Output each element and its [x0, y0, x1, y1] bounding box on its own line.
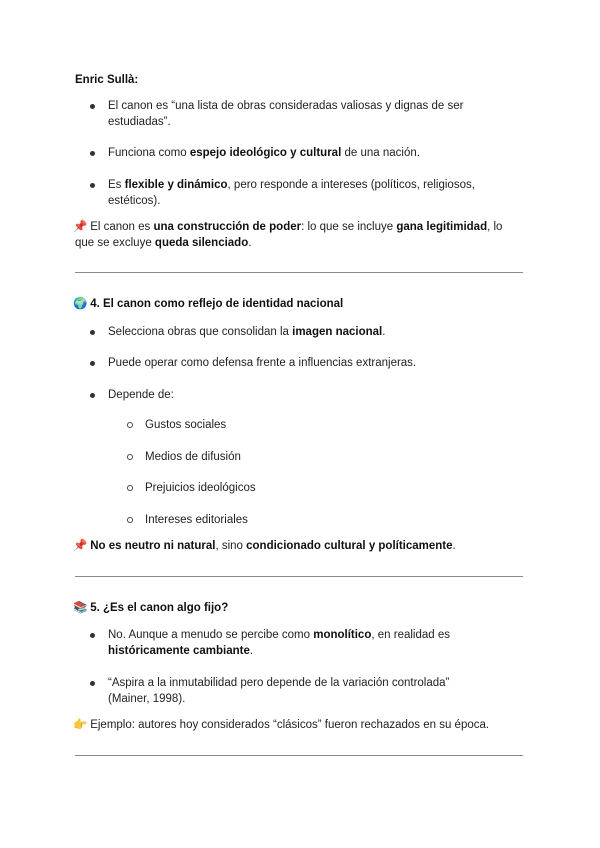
sub-bullet [127, 485, 133, 491]
bullet-text: Puede operar como defensa frente a influencias extranjeras. [108, 357, 417, 369]
sub-bullet-text: Gustos sociales [145, 419, 227, 431]
bullet [90, 361, 95, 366]
bullet-text: Es flexible y dinámico, pero responde a intereses (políticos, religiosos, [108, 179, 475, 191]
sub-bullet-text: Prejuicios ideológicos [145, 482, 256, 494]
sub-bullet [127, 422, 133, 428]
sub-bullet [127, 454, 133, 460]
sub-bullet [127, 517, 133, 523]
pointing-hand-icon: 👉 [73, 719, 88, 731]
bullet-text-cont: históricamente cambiante. [108, 645, 254, 657]
bullet-text-cont: estudiadas”. [108, 116, 171, 128]
bullet [90, 393, 95, 398]
bullet-text: No. Aunque a menudo se percibe como monolítico, en realidad es [108, 629, 450, 641]
bullet [90, 151, 95, 156]
bullet [90, 330, 95, 335]
divider [75, 576, 523, 577]
books-icon: 📚 [73, 602, 88, 614]
bullet-text: Funciona como espejo ideológico y cultural de una nación. [108, 147, 420, 159]
bullet-text-cont: (Mainer, 1998). [108, 693, 186, 705]
bullet-text-cont: estéticos). [108, 195, 161, 207]
example-line: 👉 Ejemplo: autores hoy considerados “clásicos” fueron rechazados en su época. [73, 719, 490, 731]
bullet-text: Depende de: [108, 389, 174, 401]
divider [75, 755, 523, 756]
bullet-text: Selecciona obras que consolidan la imagen nacional. [108, 326, 386, 338]
note-line-cont: que se excluye queda silenciado. [75, 237, 252, 249]
sub-bullet-text: Medios de difusión [145, 451, 241, 463]
globe-icon: 🌍 [73, 298, 88, 310]
section-title-4: 🌍 4. El canon como reflejo de identidad nacional [73, 298, 344, 310]
bullet [90, 633, 95, 638]
sub-bullet-text: Intereses editoriales [145, 514, 248, 526]
section-title-5: 📚 5. ¿Es el canon algo fijo? [73, 602, 229, 614]
pushpin-icon: 📌 [73, 540, 88, 552]
bullet-text: El canon es “una lista de obras consideradas valiosas y dignas de ser [108, 100, 464, 112]
note-line: 📌 El canon es una construcción de poder: lo que se incluye gana legitimidad, lo [73, 221, 503, 233]
section-title-enric: Enric Sullà: [75, 74, 139, 86]
bullet [90, 183, 95, 188]
bullet-text: “Aspira a la inmutabilidad pero depende de la variación controlada” [108, 677, 450, 689]
bullet [90, 104, 95, 109]
note-line: 📌 No es neutro ni natural, sino condicionado cultural y políticamente. [73, 540, 456, 552]
divider [75, 272, 523, 273]
pushpin-icon: 📌 [73, 221, 88, 233]
bullet [90, 681, 95, 686]
